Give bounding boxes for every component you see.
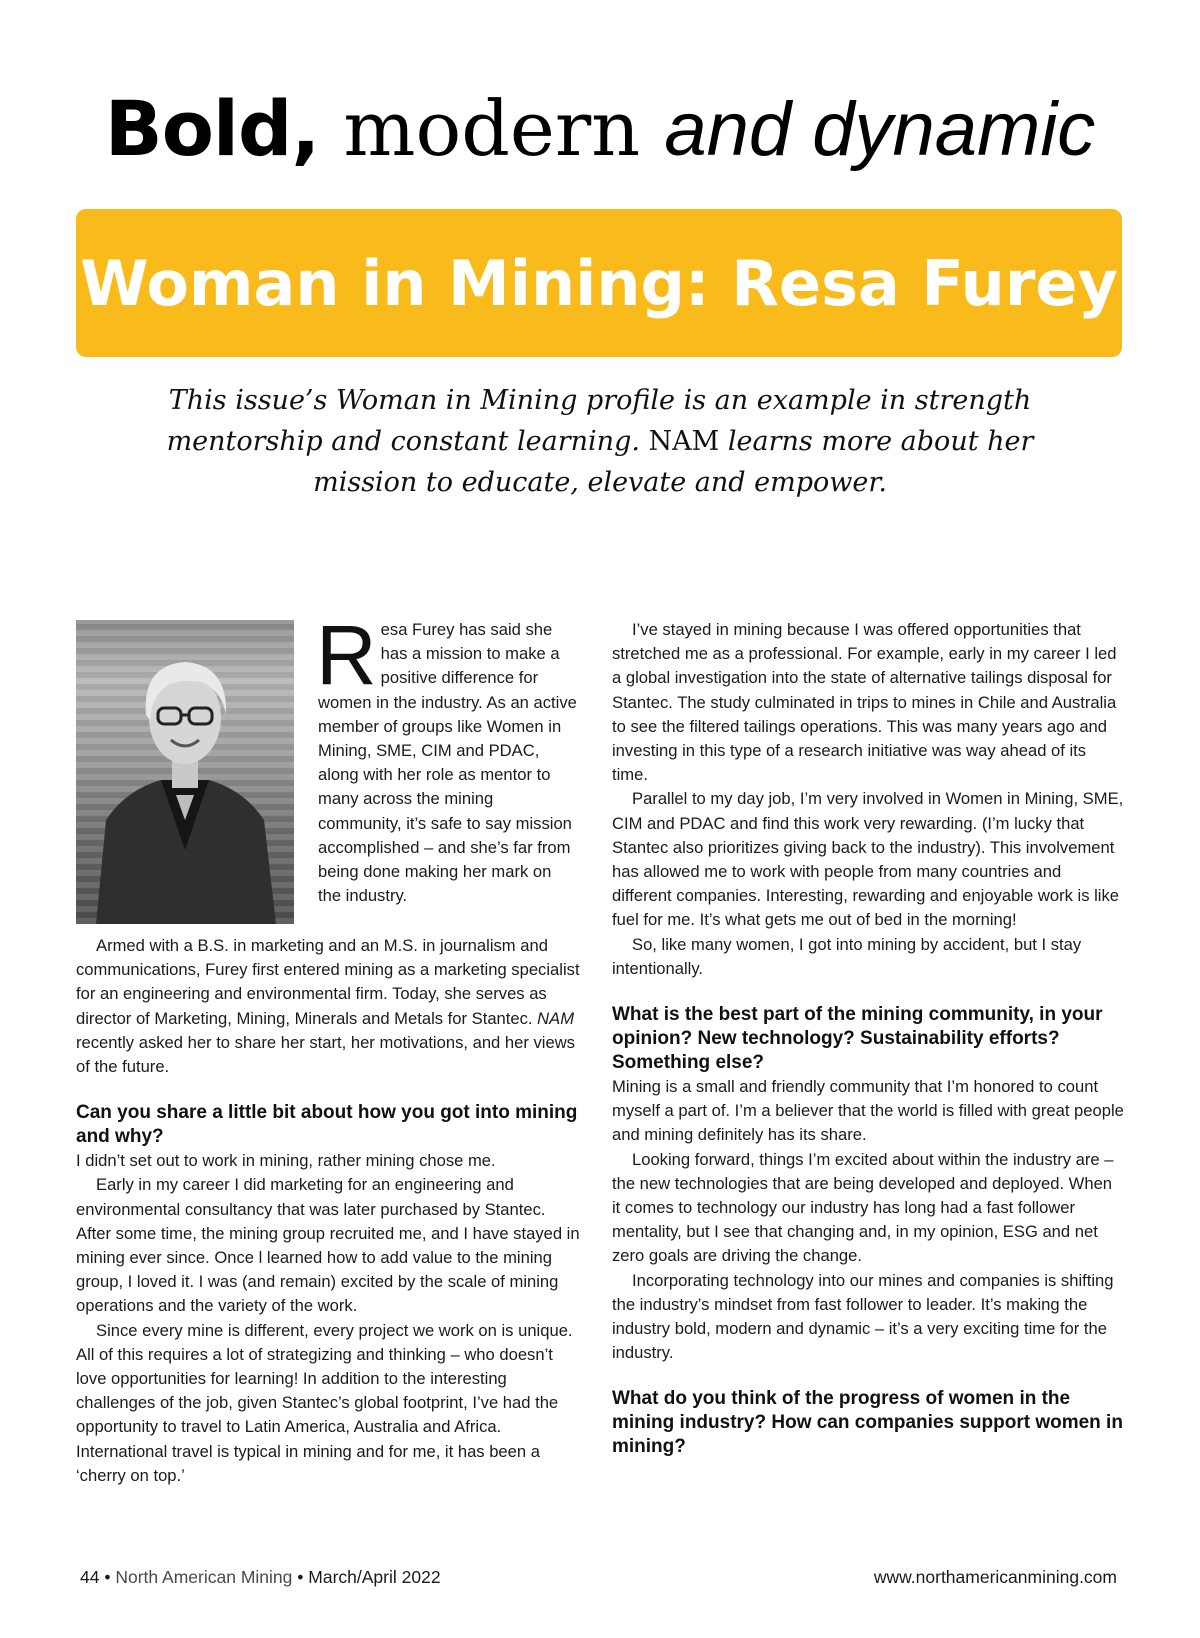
question-2: What is the best part of the mining community, in your opinion? New technology? Sustainability efforts? Something else? [612,1004,1103,1074]
right-column [612,618,1124,1459]
question-3: What do you think of the progress of women in the mining industry? How can companies support women in mining? [612,1388,1123,1458]
answer-1-p6: So, like many women, I got into mining by accident, but I stay intentionally. [612,934,1082,978]
portrait-photo [76,620,294,924]
intro-continued [76,934,582,1079]
footer-bullet-2: • [297,1567,304,1587]
portrait-figure-icon [76,620,294,924]
page-headline [0,84,1200,175]
intro-continued-end: recently asked her to share her start, her motivations, and her views of the future. [76,1032,575,1077]
answer-1-p5: Parallel to my day job, I’m very involved in Women in Mining, SME, CIM and PDAC and find this work very rewarding. (I’m lucky that Stantec also prioritizes giving back to the industry). This involvement has allowed me to work with people from many countries and different companies. Interesting, rewarding and enjoyable work is like fuel for me. It’s what gets me out of bed in the morning! [612,789,1124,930]
website-link[interactable]: www.northamericanmining.com [873,1567,1117,1587]
drop-cap: R [316,608,377,702]
intro-text: esa Furey has said she has a mission to make a positive difference for women in the industry. As an active member of groups like Women in Mining, SME, CIM and PDAC, along with her role as mentor to many across the mining community, it’s safe to say mission accomplished – and she’s far from being done making her mark on the industry. [318,620,577,906]
answer-1-p1: I didn’t set out to work in mining, rather mining chose me. [76,1151,496,1171]
left-column [76,934,582,1488]
deck-nam: NAM [648,426,720,457]
answer-1-p2: Early in my career I did marketing for an engineering and environmental consultancy that was later purchased by Stantec. After some time, the mining group recruited me, and I have stayed in mining ever since. Once l learned how to add value to the mining group, I loved it. I was (and remain) excited by the scale of mining operations and the variety of the work. [76,1175,580,1316]
headline-bold: Bold, [104,84,320,173]
deck-part2: learns more about her mission to educate, elevate and empower. [313,426,1034,498]
article-deck [150,380,1050,503]
headline-italic: and dynamic [664,87,1096,172]
article-title: Woman in Mining: Resa Furey [80,246,1118,320]
deck-part1: This issue’s Woman in Mining profile is an example in strength mentorship and constant learning. [166,385,1032,457]
question-1: Can you share a little bit about how you got into mining and why? [76,1102,578,1148]
intro-nam: NAM [537,1008,575,1028]
intro-continued-text: Armed with a B.S. in marketing and an M.S. in journalism and communications, Furey first entered mining as a marketing specialist for an engineering and environmental firm. Today, she serves as director of Marketing, Mining, Minerals and Metals for Stantec. [76,936,580,1028]
headline-middle: modern [343,84,641,173]
magazine-name: North American Mining [115,1567,293,1587]
title-banner [76,209,1122,357]
intro-paragraph [316,608,578,908]
answer-2-p3: Incorporating technology into our mines and companies is shifting the industry’s mindset from fast follower to leader. It’s making the industry bold, modern and dynamic – it’s a very exciting time for the industry. [612,1270,1114,1363]
answer-2-p1: Mining is a small and friendly community that I’m honored to count myself a part of. I’m a believer that the world is filled with great people and mining definitely has its share. [612,1077,1124,1145]
footer-folio [80,1567,441,1588]
issue-date: March/April 2022 [308,1567,441,1587]
page-number: 44 [80,1567,100,1587]
footer-bullet-1: • [104,1567,111,1587]
answer-2-p2: Looking forward, things I’m excited about within the industry are – the new technologies that are being developed and deployed. When it comes to technology our industry has long had a fast follower mentality, but I see that changing and, in my opinion, ESG and net zero goals are driving the change. [612,1149,1114,1266]
answer-1-p3: Since every mine is different, every project we work on is unique. All of this requires a lot of strategizing and thinking – who doesn’t love opportunities for learning! In addition to the interesting challenges of the job, given Stantec’s global footprint, I’ve had the opportunity to travel to Latin America, Australia and Africa. International travel is typical in mining and for me, it has been a ‘cherry on top.’ [76,1320,573,1485]
answer-1-p4: I’ve stayed in mining because I was offered opportunities that stretched me as a professional. For example, early in my career I led a global investigation into the state of alternative tailings disposal for Stantec. The study culminated in trips to mines in Chile and Australia to see the filtered tailings operations. This was many years ago and investing in this type of a research initiative was way ahead of its time. [612,620,1117,785]
